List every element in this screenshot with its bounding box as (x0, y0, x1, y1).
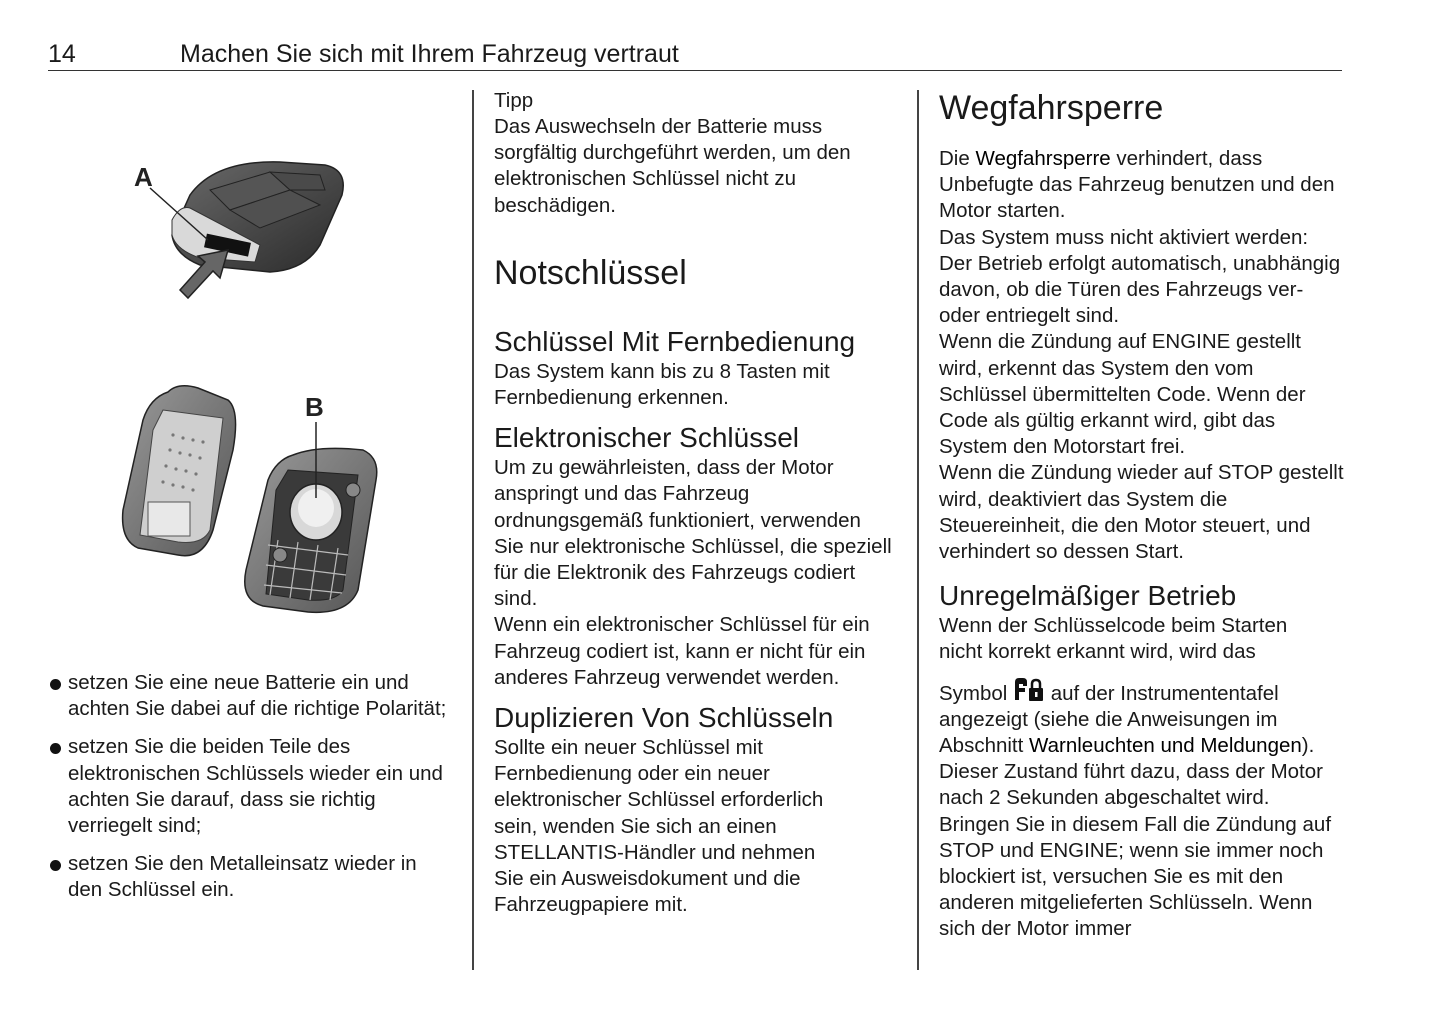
key-fob-figure-a (120, 150, 360, 310)
page-header (48, 38, 1342, 71)
bullet-icon (50, 679, 61, 690)
column-divider-right (917, 90, 919, 970)
paragraph: Wenn ein elektronischer Schlüssel für ein Fahrzeug codiert ist, kann er nicht für ein anderes Fahrzeug verwendet werden. (494, 613, 870, 689)
paragraph: Symbol auf der Instrumententafel angezeigt (siehe die Anweisungen im Abschnitt Warnleuchten und Meldungen). Dieser Zustand führt dazu, dass der Motor nach 2 Sekunden abgeschaltet wird. Bringen Sie in diesem Fall die Zündung auf STOP und ENGINE; wenn sie immer noch blockiert ist, versuchen Sie es mit den anderen mitgelieferten Schlüsseln. Wenn sich der Motor immer (939, 676, 1344, 943)
paragraph: Das System kann bis zu 8 Tasten mit Fernbedienung erkennen. (494, 359, 830, 410)
page-number: 14 (48, 40, 76, 68)
list-item: setzen Sie eine neue Batterie ein und achten Sie dabei auf die richtige Polarität; (48, 670, 448, 722)
paragraph: Um zu gewährleisten, dass der Motor anspringt und das Fahrzeug ordnungsgemäß funktioniert, verwenden Sie nur elektronische Schlüssel, die speziell für die Elektronik des Fahrzeugs codiert sind. (494, 456, 892, 611)
chapter-title: Machen Sie sich mit Ihrem Fahrzeug vertraut (180, 40, 679, 68)
paragraph: Sollte ein neuer Schlüssel mit Fernbedienung oder ein neuer elektronischer Schlüssel erforderlich sein, wenden Sie sich an einen STELLANTIS-Händler und nehmen Sie ein Ausweisdokument und die Fahrzeugpapiere mit. (494, 736, 824, 917)
section-heading-notschluessel: Notschlüssel (494, 253, 687, 292)
middle-column (494, 88, 904, 918)
subsection-title: Unregelmäßiger Betrieb (939, 580, 1237, 612)
right-column (939, 88, 1344, 943)
immobilizer-warning-icon (1013, 676, 1045, 704)
tip-label: Tipp (494, 89, 534, 112)
bullet-icon (50, 743, 61, 754)
bullet-icon (50, 860, 61, 871)
list-item: setzen Sie den Metalleinsatz wieder in den Schlüssel ein. (48, 851, 448, 903)
callout-a: A (134, 162, 153, 192)
key-fob-figure-b (118, 380, 398, 630)
subsection-title: Elektronischer Schlüssel (494, 422, 800, 454)
paragraph: Wenn die Zündung wieder auf STOP gestellt wird, deaktiviert das System die Steuereinheit, die den Motor steuert, und verhindert so dessen Start. (939, 461, 1344, 564)
callout-b: B (305, 392, 324, 422)
battery-steps-list (48, 670, 448, 916)
paragraph: Wenn die Zündung auf ENGINE gestellt wird, erkennt das System den vom Schlüssel übermittelten Code. Wenn der Code als gültig erkannt wird, gibt das System den Motorstart frei. (939, 330, 1306, 459)
paragraph: Das System muss nicht aktiviert werden: Der Betrieb erfolgt automatisch, unabhängig davon, ob die Türen des Fahrzeugs ver- oder entriegelt sind. (939, 225, 1341, 328)
tip-text: Das Auswechseln der Batterie muss sorgfältig durchgeführt werden, um den elektronischen Schlüssel nicht zu beschädigen. (494, 115, 851, 217)
subsection-title: Duplizieren Von Schlüsseln (494, 702, 834, 734)
paragraph: Wenn der Schlüsselcode beim Starten nicht korrekt erkannt wird, wird das (939, 614, 1288, 664)
section-heading-wegfahrsperre: Wegfahrsperre (939, 89, 1164, 127)
paragraph: Die Wegfahrsperre verhindert, dass Unbefugte das Fahrzeug benutzen und den Motor starten. (939, 147, 1335, 223)
subsection-title: Schlüssel Mit Fernbedienung (494, 325, 856, 357)
column-divider-left (472, 90, 474, 970)
list-item: setzen Sie die beiden Teile des elektronischen Schlüssels wieder ein und achten Sie darauf, dass sie richtig verriegelt sind; (48, 734, 448, 839)
